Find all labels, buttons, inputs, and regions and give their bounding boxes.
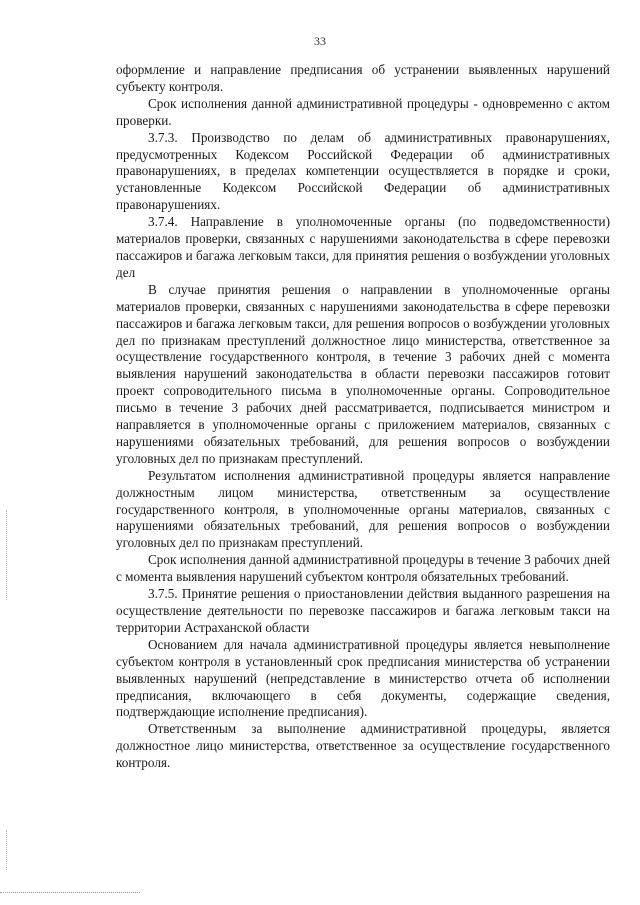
scan-margin-mark <box>6 510 7 600</box>
section-3-7-3: 3.7.3. Производство по делам об административных правонарушениях, предусмотренных Кодексом Российской Федерации об административных правонарушениях, в пределах компетенции осуществляется в порядке и сроки, установленные Кодексом Российской Федерации об административных правонарушениях. <box>116 129 610 213</box>
section-3-7-5-heading: 3.7.5. Принятие решения о приостановлении действия выданного разрешения на осуществление деятельности по перевозке пассажиров и багажа легковым такси на территории Астраханской области <box>116 586 610 635</box>
paragraph-continuation: оформление и направление предписания об устранении выявленных нарушений субъекту контроля. <box>116 62 610 94</box>
scan-margin-mark <box>6 830 7 870</box>
paragraph: Результатом исполнения административной процедуры является направление должностным лицом министерства, ответственным за осуществление государственного контроля, в уполномоченные органы материалов, связанных с нарушениями обязательных требований, для решения вопросов о возбуждении уголовных дел по признакам преступлений. <box>116 467 610 551</box>
paragraph: Срок исполнения данной административной процедуры в течение 3 рабочих дней с момента выявления нарушений субъектом контроля обязательных требований. <box>116 552 610 585</box>
page-number: 33 <box>314 34 326 48</box>
paragraph: Ответственным за выполнение административной процедуры, является должностное лицо министерства, ответственное за осуществление государственного контроля. <box>116 721 610 771</box>
paragraph: В случае принятия решения о направлении в уполномоченные органы материалов проверки, связанных с нарушениями законодательства в сфере перевозки пассажиров и багажа легковым такси, для решения вопросов о возбуждении уголовных дел по признакам преступлений должностное лицо министерства, ответственное за осуществление государственного контроля, в течение 3 рабочих дней с момента выявления нарушений законодательства в области перевозки пассажиров готовит проект сопроводительного письма в уполномоченные органы. Сопроводительное письмо в течение 3 рабочих дней рассматривается, подписывается министром и направляется в уполномоченные органы с приложением материалов, связанных с нарушениями обязательных требований, для решения вопросов о возбуждении уголовных дел по признакам преступлений. <box>116 281 610 466</box>
document-body <box>116 62 610 772</box>
scan-bottom-mark <box>0 892 140 893</box>
paragraph: Основанием для начала административной процедуры является невыполнение субъектом контроля в установленный срок предписания министерства об устранении выявленных нарушений (непредставление в министерство отчета об исполнении предписания, включающего в себя документы, содержащие сведения, подтверждающие исполнение предписания). <box>116 636 610 720</box>
paragraph: Срок исполнения данной административной процедуры - одновременно с актом проверки. <box>116 95 610 128</box>
section-3-7-4-heading: 3.7.4. Направление в уполномоченные органы (по подведомственности) материалов проверки, связанных с нарушениями законодательства в сфере перевозки пассажиров и багажа легковым такси, для принятия решения о возбуждении уголовных дел <box>116 214 610 280</box>
